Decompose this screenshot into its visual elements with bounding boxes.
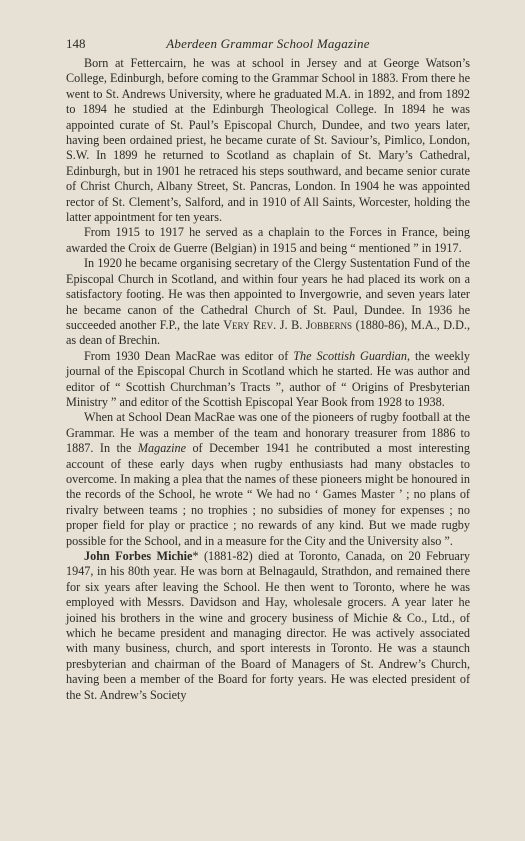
page-header <box>66 36 470 52</box>
paragraph-early-career <box>66 56 470 225</box>
paragraph-text: Born at Fettercairn, he was at school in Jersey and at George Watson’s College, Edinburgh, before coming to the Grammar School in 1883. From there he went to St. Andrews University, where he graduated M.A. in 1892, and from 1892 to 1894 he studied at the Edinburgh Theological College. In 1894 he was appointed curate of St. Paul’s Episcopal Church, Dundee, and two years later, having been ordained priest, he became curate of St. Saviour’s, Pimlico, London, S.W. In 1899 he returned to Scotland as chaplain of St. Mary’s Cathedral, Edinburgh, but in 1901 he retraced his steps southward, and became senior curate of Christ Church, Albany Street, St. Pancras, London. In 1904 he was appointed rector of St. Clement’s, Salford, and in 1910 of All Saints, Worcester, holding the latter appointment for ten years. <box>66 56 470 225</box>
paragraph-text: From 1915 to 1917 he served as a chaplain to the Forces in France, being awarded the Croix de Guerre (Belgian) in 1915 and being “ mentioned ” in 1917. <box>66 225 470 255</box>
paragraph-text: When at School Dean MacRae was one of the pioneers of rugby football at the Grammar. He was a member of the team and honorary treasurer from 1886 to 1887. In the <box>66 410 470 456</box>
paragraph-editorship <box>66 349 470 411</box>
paragraph-war-service <box>66 225 470 256</box>
article-body <box>66 56 470 703</box>
paragraph-sustentation-fund <box>66 256 470 348</box>
publication-title: Magazine <box>137 441 186 456</box>
paragraph-rugby <box>66 410 470 549</box>
person-name-smallcaps: Very Rev. J. B. Jobberns <box>223 317 353 332</box>
paragraph-text: (1880-86), M.A., D.D., as dean of Brechin. <box>66 317 470 348</box>
paragraph-text: * (1881-82) died at Toronto, Canada, on 20 February 1947, in his 80th year. He was born at Belnagauld, Strathdon, and remained there for six years after leaving the School. He then went to Toronto, where he was employed with Messrs. Davidson and Hay, wholesale grocers. A year later he joined his brothers in the wine and grocery business of Michie & Co., Ltd., of which he became president and managing director. He was actively associated with many business, church, and sport interests in Toronto. He was a staunch presbyterian and chairman of the Board of Managers of St. Andrew’s Church, having been a member of the Board for forty years. He was elected president of the St. Andrew’s Society <box>66 549 470 702</box>
paragraph-obituary-michie <box>66 549 470 703</box>
paragraph-text: In 1920 he became organising secretary of the Clergy Sustentation Fund of the Episcopal Church in Scotland, and within four years he had placed its work on a satisfactory footing. He was then appointed to Invergowrie, and seven years later he became canon of the Cathedral Church of St. Paul, Dundee. In 1936 he succeeded another F.P., the late <box>66 256 470 332</box>
publication-title: The Scottish Guardian <box>293 348 407 363</box>
running-title: Aberdeen Grammar School Magazine <box>166 36 370 51</box>
paragraph-text: of December 1941 he contributed a most interesting account of these early days when rugby enthusiasts had many obstacles to overcome. In making a plea that the names of these pioneers might be honoured in the records of the School, he wrote “ We had no ‘ Games Master ’ ; no plans of rivalry between teams ; no trophies ; no subsidies of money for expenses ; no proper field for play or practice ; no rewards of any kind. But we made rugby possible for the School, and in a measure for the City and the University also ”. <box>66 441 470 548</box>
paragraph-text: , the weekly journal of the Episcopal Church in Scotland which he started. He was author and editor of “ Scottish Churchman’s Tracts ”, author of “ Origins of Presbyterian Ministry ” and editor of the Scottish Episcopal Year Book from 1928 to 1938. <box>66 348 470 409</box>
obituary-name: John Forbes Michie <box>84 549 193 563</box>
page-number: 148 <box>66 36 86 51</box>
paragraph-text: From 1930 Dean MacRae was editor of <box>84 348 294 363</box>
